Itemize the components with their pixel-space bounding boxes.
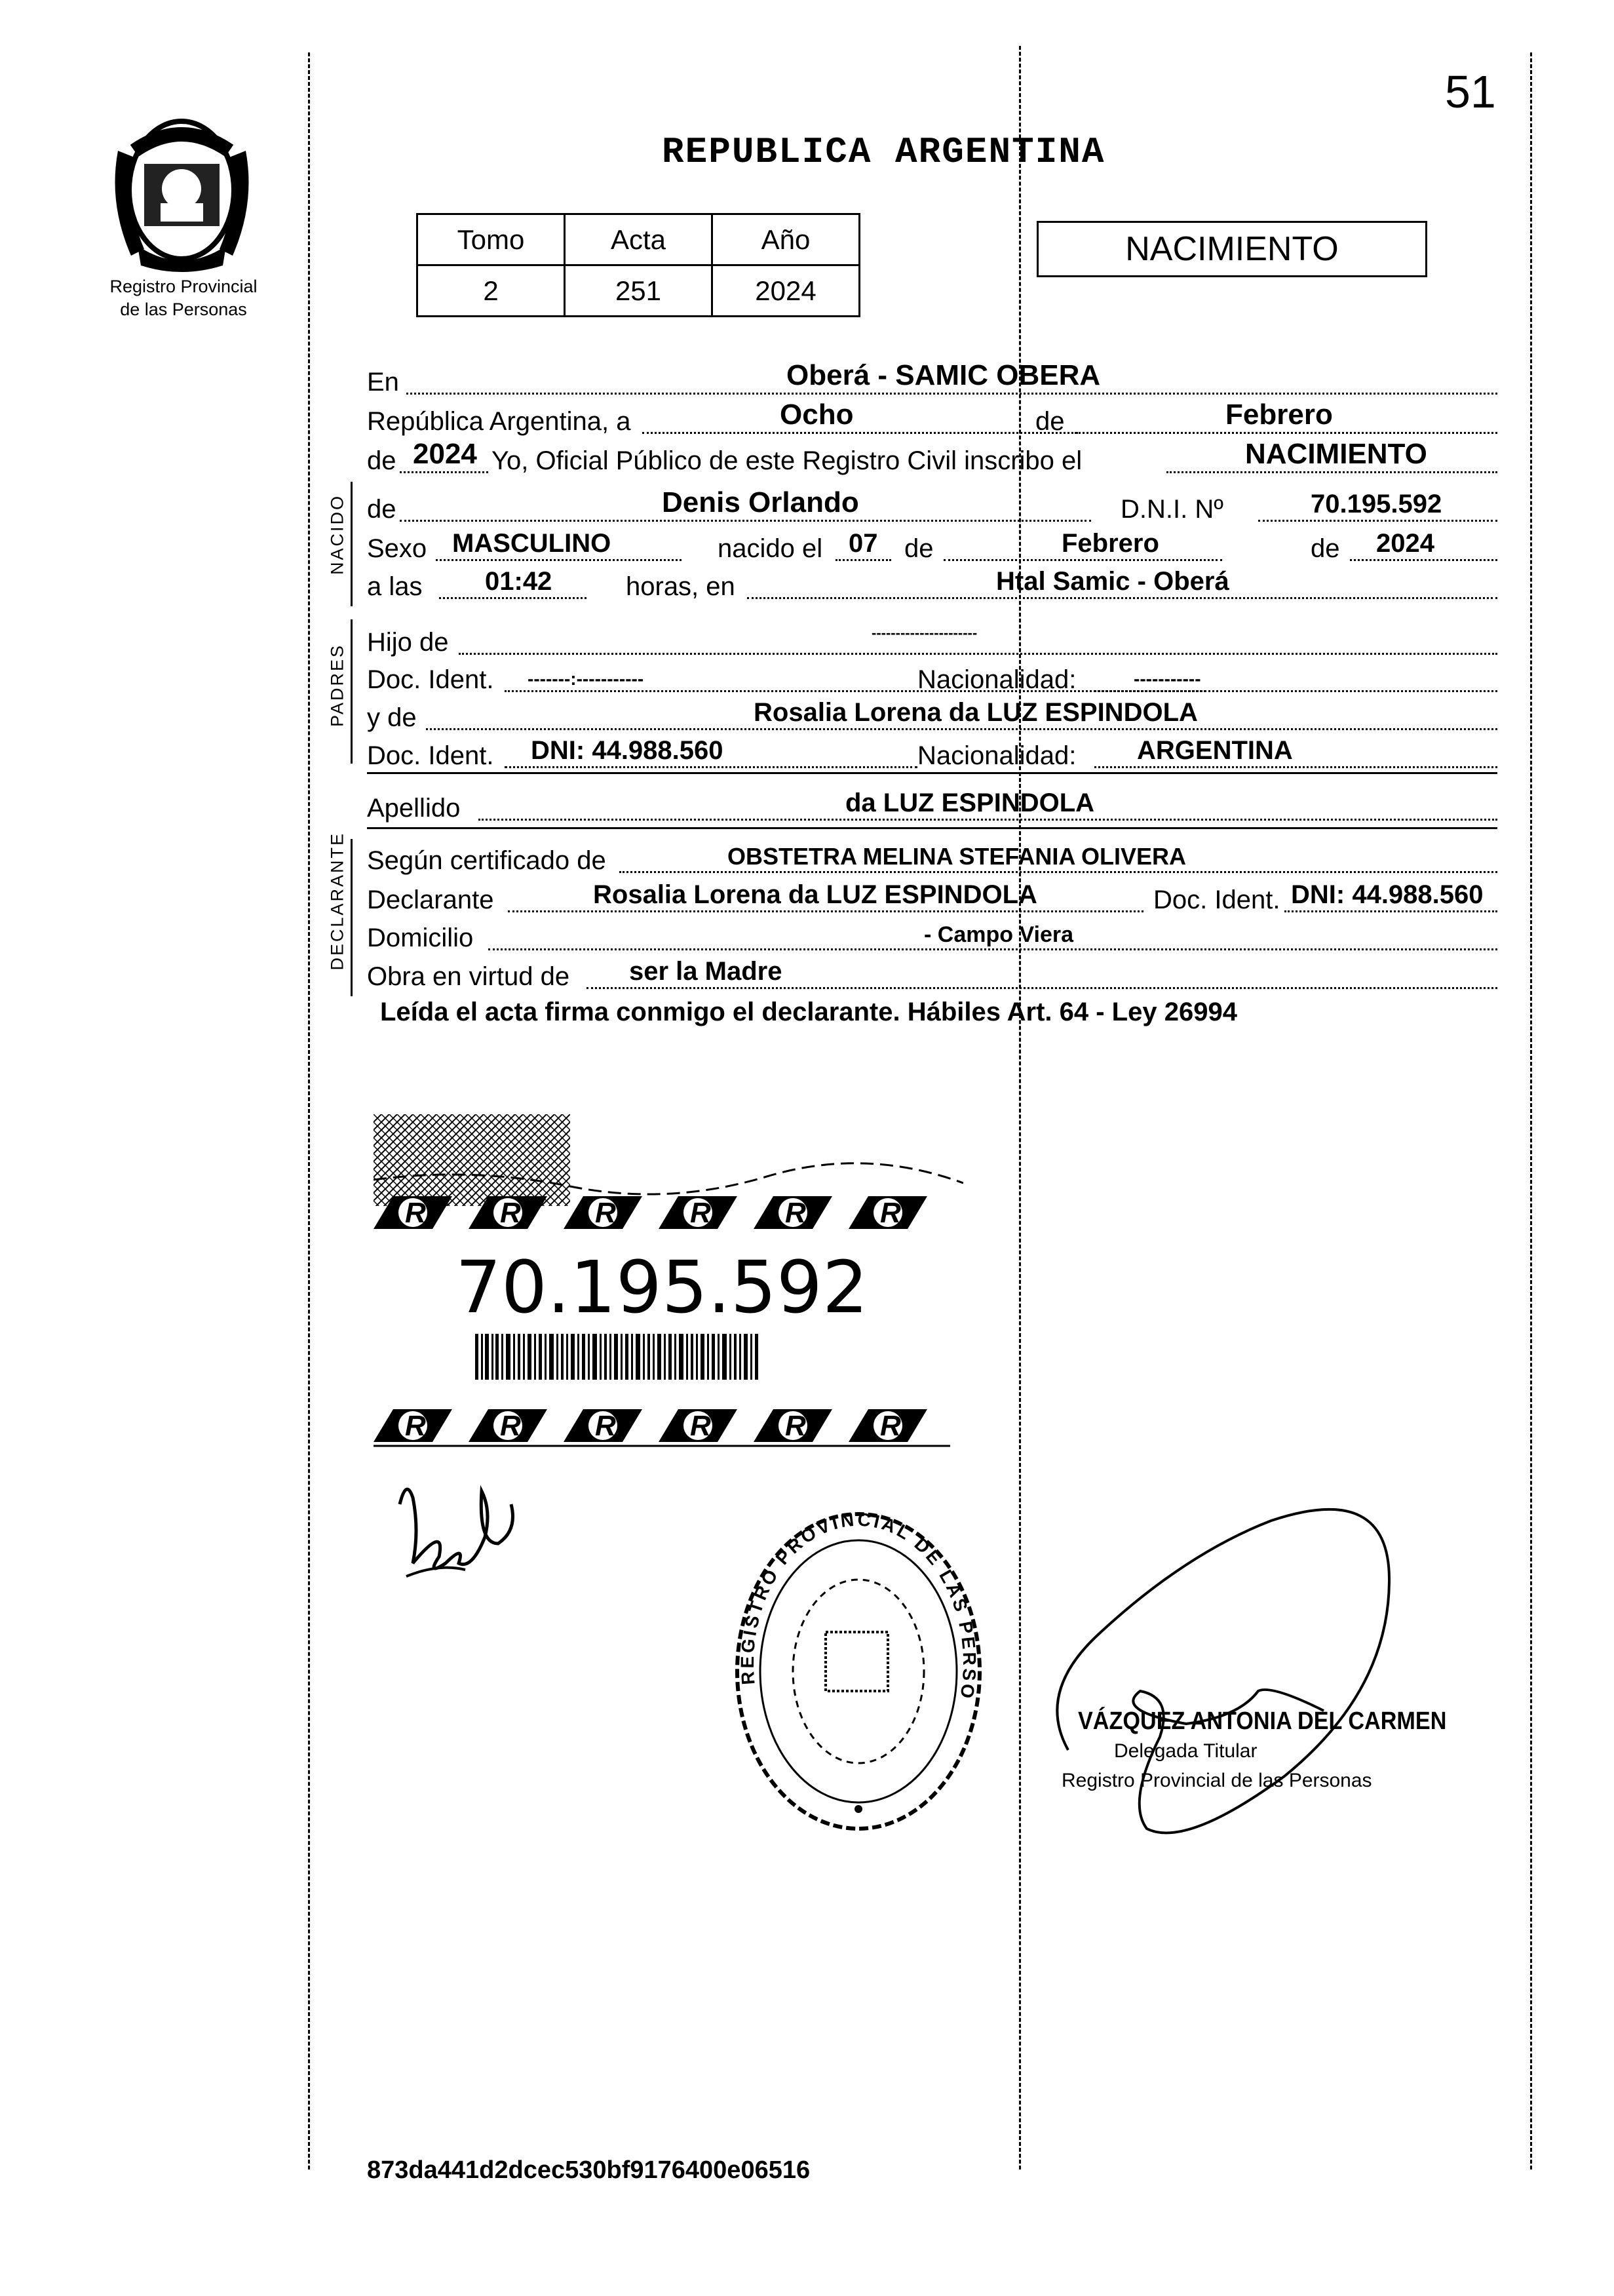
child-dni: 70.195.592: [1311, 490, 1442, 518]
r-logo-icon: R: [785, 1410, 806, 1442]
table-header: Acta: [565, 214, 712, 265]
right-margin-line: [1530, 52, 1532, 2170]
row-certificado: Según certificado de OBSTETRA MELINA STEFANIA OLIVERA: [367, 838, 1497, 878]
r-logo-icon: R: [595, 1197, 616, 1229]
mother-name: Rosalia Lorena da LUZ ESPINDOLA: [754, 698, 1198, 727]
r-logo-icon: R: [690, 1197, 711, 1229]
dni-large-number: 70.195.592: [455, 1245, 868, 1329]
divider: [367, 772, 1497, 774]
r-logo-icon: R: [500, 1197, 521, 1229]
section-label-nacido: NACIDO: [327, 494, 347, 575]
barcode-icon: [475, 1334, 763, 1383]
r-logo-icon: R: [405, 1197, 426, 1229]
misiones-seal-icon: [98, 111, 265, 275]
r-logo-row-bottom: [374, 1403, 950, 1452]
surname: da LUZ ESPINDOLA: [845, 788, 1095, 817]
r-logo-icon: R: [405, 1410, 426, 1442]
record-type-box: NACIMIENTO: [1037, 221, 1427, 277]
r-logo-icon: R: [880, 1197, 901, 1229]
row-obra: Obra en virtud de ser la Madre: [367, 954, 1497, 994]
row-apellido: Apellido da LUZ ESPINDOLA: [367, 785, 1497, 826]
official-name: VÁZQUEZ ANTONIA DEL CARMEN: [1078, 1707, 1447, 1735]
row-hora: a las 01:42 horas, en Htal Samic - Oberá: [367, 564, 1497, 604]
r-logo-icon: R: [690, 1410, 711, 1442]
row-oficial: de 2024 Yo, Oficial Público de este Registro Civil inscribo el NACIMIENTO: [367, 438, 1497, 478]
row-mother-doc: Doc. Ident. DNI: 44.988.560 Nacionalidad: ARGENTINA: [367, 733, 1497, 773]
divider: [367, 827, 1497, 829]
row-en: En Oberá - SAMIC OBERA: [367, 359, 1497, 400]
official-organization: Registro Provincial de las Personas: [1062, 1770, 1372, 1791]
r-logo-row-top: [374, 1190, 950, 1239]
row-mother: y de Rosalia Lorena da LUZ ESPINDOLA: [367, 695, 1497, 735]
child-name: Denis Orlando: [662, 486, 859, 518]
row-name: de Denis Orlando D.N.I. Nº 70.195.592: [367, 486, 1497, 527]
table-header: Año: [712, 214, 860, 265]
r-logo-icon: R: [785, 1197, 806, 1229]
closing-statement: Leída el acta firma conmigo el declarante. Hábiles Art. 64 - Ley 26994: [380, 998, 1237, 1026]
registry-round-seal: [721, 1501, 996, 1845]
left-margin-line: [308, 52, 310, 2170]
place-value: Oberá - SAMIC OBERA: [786, 359, 1101, 391]
r-logo-icon: R: [595, 1410, 616, 1442]
r-logo-icon: R: [880, 1410, 901, 1442]
official-role: Delegada Titular: [1114, 1740, 1258, 1762]
row-republica: República Argentina, a Ocho de Febrero: [367, 399, 1497, 439]
logo-caption: Registro Provincial de las Personas: [109, 277, 258, 319]
section-label-padres: PADRES: [327, 643, 347, 728]
record-table: [416, 213, 860, 317]
section-label-declarante: DECLARANTE: [327, 831, 347, 971]
row-father-doc: Doc. Ident. -------:----------- Nacionalidad: -----------: [367, 657, 1497, 697]
row-sexo: Sexo MASCULINO nacido el 07 de Febrero de 2024: [367, 526, 1497, 566]
page-number: 51: [1445, 66, 1496, 117]
official-signature: [1022, 1462, 1442, 1871]
document-hash: 873da441d2dcec530bf9176400e06516: [367, 2156, 811, 2184]
svg-text:REGISTRO PROVINCIAL DE LAS PER: REGISTRO PROVINCIAL DE LAS PERSO: [737, 1509, 980, 1703]
document-title: REPUBLICA ARGENTINA: [662, 131, 1105, 173]
row-domicilio: Domicilio - Campo Viera: [367, 915, 1497, 956]
declarant-signature: [387, 1465, 531, 1606]
row-hijo: Hijo de ----------------------: [367, 619, 1497, 660]
table-header: Tomo: [417, 214, 565, 265]
row-declarante: Declarante Rosalia Lorena da LUZ ESPINDOLA Doc. Ident. DNI: 44.988.560: [367, 877, 1497, 918]
table-cell: 251: [565, 265, 712, 317]
table-cell: 2: [417, 265, 565, 317]
table-cell: 2024: [712, 265, 860, 317]
r-logo-icon: R: [500, 1410, 521, 1442]
